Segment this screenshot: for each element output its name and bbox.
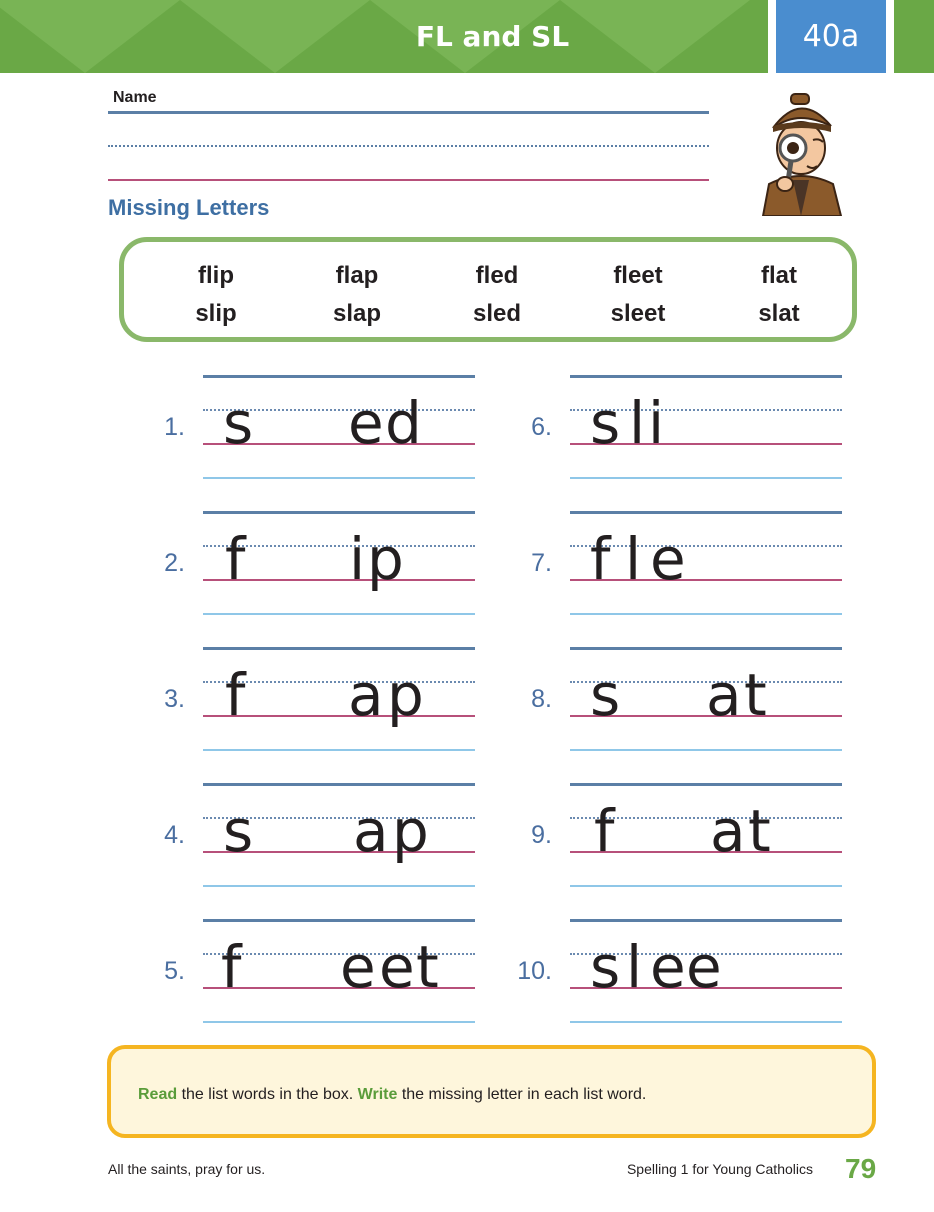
writing-guide[interactable] <box>570 647 842 751</box>
exercise-letter: a <box>348 661 384 729</box>
instruction-keyword: Read <box>138 1086 178 1103</box>
exercise-number: 9. <box>531 821 552 849</box>
list-word: flap <box>335 262 379 289</box>
exercise-letter: e <box>348 389 384 457</box>
instruction-keyword: Write <box>357 1086 398 1103</box>
exercise-4 <box>123 783 493 893</box>
exercise-letter: a <box>710 797 746 865</box>
writing-guide[interactable] <box>570 511 842 615</box>
exercise-letter: l <box>625 525 642 593</box>
footer-book-title: Spelling 1 for Young Catholics <box>626 1161 813 1177</box>
list-word: flat <box>761 262 797 289</box>
exercise-number: 10. <box>517 957 552 985</box>
exercise-number: 7. <box>531 549 552 577</box>
exercise-letter: p <box>392 797 429 865</box>
exercise-8 <box>490 647 860 757</box>
list-word: flip <box>198 262 234 289</box>
exercise-letter: s <box>590 389 621 457</box>
list-word: sled <box>472 300 522 327</box>
exercise-letter: e <box>650 933 686 1001</box>
banner-divider <box>768 0 776 73</box>
writing-guide[interactable] <box>203 511 475 615</box>
exercise-letter: a <box>706 661 742 729</box>
footer-prayer: All the saints, pray for us. <box>108 1161 266 1177</box>
exercise-letter: e <box>340 933 376 1001</box>
exercise-letter: i <box>349 525 366 593</box>
writing-guide[interactable] <box>570 783 842 887</box>
writing-guide[interactable] <box>203 919 475 1023</box>
banner-decoration <box>0 0 180 73</box>
writing-guide[interactable] <box>570 375 842 479</box>
exercise-letter: l <box>626 933 643 1001</box>
exercise-letter: t <box>748 797 771 865</box>
exercise-3 <box>123 647 493 757</box>
exercise-number: 5. <box>164 957 185 985</box>
exercise-letter: p <box>367 525 404 593</box>
writing-guide[interactable] <box>203 647 475 751</box>
exercise-number: 2. <box>164 549 185 577</box>
exercise-letter: p <box>387 661 424 729</box>
exercise-6 <box>490 375 860 485</box>
exercise-letter: e <box>686 933 722 1001</box>
exercise-letter: s <box>223 797 254 865</box>
exercise-letter: e <box>379 933 415 1001</box>
section-title: Missing Letters <box>108 195 270 220</box>
exercise-letter: t <box>416 933 439 1001</box>
exercise-1 <box>123 375 493 485</box>
writing-guide[interactable] <box>203 783 475 887</box>
exercise-number: 8. <box>531 685 552 713</box>
exercise-letter: f <box>221 933 242 1001</box>
exercise-letter: f <box>590 525 611 593</box>
detective-icon <box>755 88 847 216</box>
exercise-9 <box>490 783 860 893</box>
exercise-number: 3. <box>164 685 185 713</box>
word-list-box <box>119 237 857 342</box>
banner-divider <box>886 0 894 73</box>
exercise-letter: f <box>225 661 246 729</box>
page-number: 79 <box>845 1153 877 1184</box>
exercise-2 <box>123 511 493 621</box>
exercise-letter: s <box>590 933 621 1001</box>
list-word: fleet <box>613 262 663 289</box>
writing-guide[interactable] <box>570 919 842 1023</box>
list-word: sleet <box>610 300 666 327</box>
exercise-letter: d <box>385 389 422 457</box>
exercise-letter: s <box>223 389 254 457</box>
instructions-box <box>107 1045 876 1138</box>
name-midline <box>108 145 709 147</box>
list-word: slat <box>758 300 800 327</box>
exercise-letter: f <box>594 797 615 865</box>
exercise-10 <box>490 919 860 1029</box>
page-title: FL and SL <box>415 20 570 53</box>
list-word: fled <box>475 262 519 289</box>
name-label: Name <box>113 89 157 106</box>
exercise-letter: f <box>225 525 246 593</box>
lesson-number: 40a <box>776 0 886 73</box>
writing-guide[interactable] <box>203 375 475 479</box>
exercise-letter: l <box>629 389 646 457</box>
header-banner <box>0 0 934 73</box>
exercise-number: 4. <box>164 821 185 849</box>
list-word: slip <box>195 300 237 327</box>
exercise-letter: s <box>590 661 621 729</box>
list-word: slap <box>332 300 382 327</box>
exercise-number: 6. <box>531 413 552 441</box>
exercise-letter: a <box>353 797 389 865</box>
name-writing-line[interactable] <box>108 111 709 114</box>
exercise-letter: e <box>650 525 686 593</box>
exercise-number: 1. <box>164 413 185 441</box>
name-baseline <box>108 179 709 181</box>
exercise-letter: t <box>744 661 767 729</box>
exercise-letter: i <box>648 389 665 457</box>
exercise-5 <box>123 919 493 1029</box>
exercise-7 <box>490 511 860 621</box>
instructions-text: Read the list words in the box. Write the missing letter in each list word. <box>138 1086 647 1103</box>
